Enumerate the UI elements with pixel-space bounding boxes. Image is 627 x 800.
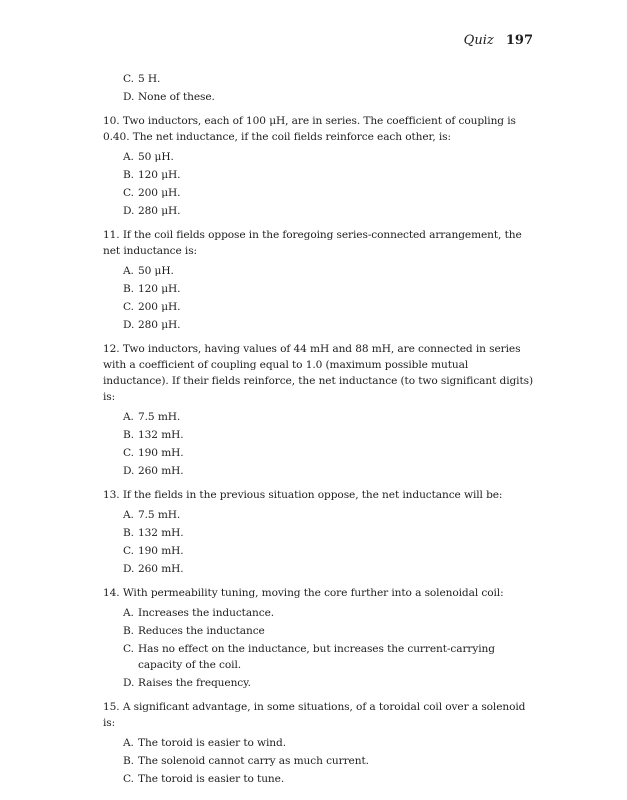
option (123, 263, 535, 279)
option-letter: C. (123, 301, 134, 313)
option (123, 281, 535, 297)
option (123, 605, 535, 621)
option (123, 753, 535, 769)
question-text: 12. Two inductors, having values of 44 mH and 88 mH, are connected in series with a coefficient of coupling equal to 1.0 (maximum possible mutual inductance). If their fields reinforce, the net inductance (to two significant digits) is: (103, 343, 533, 403)
carryover-options (103, 71, 535, 105)
option-letter: C. (123, 73, 134, 85)
option-text: The solenoid cannot carry as much current. (138, 755, 369, 767)
option (123, 641, 535, 673)
option-letter: C. (123, 545, 134, 557)
option (123, 675, 535, 691)
option-letter: B. (123, 169, 134, 181)
option (123, 299, 535, 315)
option (123, 185, 535, 201)
option-letter: A. (123, 411, 134, 423)
option-letter: D. (123, 91, 135, 103)
question-14 (103, 585, 535, 691)
option-letter: B. (123, 283, 134, 295)
option-letter: A. (123, 265, 134, 277)
option (123, 507, 535, 523)
option-letter: D. (123, 563, 135, 575)
option-text: 7.5 mH. (138, 411, 181, 423)
question-15 (103, 699, 535, 787)
option (123, 71, 535, 87)
question-text: 11. If the coil fields oppose in the foregoing series-connected arrangement, the net inductance is: (103, 229, 522, 257)
option-text: The toroid is easier to wind. (138, 737, 286, 749)
option (123, 409, 535, 425)
option (123, 445, 535, 461)
option-text: 260 mH. (138, 465, 184, 477)
option-letter: A. (123, 151, 134, 163)
option-letter: B. (123, 755, 134, 767)
option-text: 200 μH. (138, 187, 181, 199)
option-text: Increases the inductance. (138, 607, 275, 619)
option-text: 120 μH. (138, 283, 181, 295)
option (123, 427, 535, 443)
option-letter: C. (123, 187, 134, 199)
option (123, 317, 535, 333)
option (123, 543, 535, 559)
option-letter: D. (123, 319, 135, 331)
option-text: The toroid is easier to tune. (138, 773, 285, 785)
option-text: 7.5 mH. (138, 509, 181, 521)
option-letter: D. (123, 205, 135, 217)
option-text: 280 μH. (138, 319, 181, 331)
option (123, 89, 535, 105)
option-text: 280 μH. (138, 205, 181, 217)
option (123, 525, 535, 541)
question-text: 15. A significant advantage, in some situations, of a toroidal coil over a solenoid is: (103, 701, 526, 729)
option-text: Reduces the inductance (138, 625, 265, 637)
option (123, 463, 535, 479)
question-text: 13. If the fields in the previous situation oppose, the net inductance will be: (103, 489, 503, 501)
running-header (464, 33, 533, 48)
quiz-content (103, 71, 535, 789)
option (123, 735, 535, 751)
option-letter: C. (123, 773, 134, 785)
option-letter: B. (123, 625, 134, 637)
option-text: 50 μH. (138, 151, 174, 163)
question-13 (103, 487, 535, 577)
question-10 (103, 113, 535, 219)
option-text: 120 μH. (138, 169, 181, 181)
question-text: 14. With permeability tuning, moving the core further into a solenoidal coil: (103, 587, 504, 599)
option (123, 561, 535, 577)
option-text: Has no effect on the inductance, but increases the current-carrying capacity of the coil. (138, 643, 495, 671)
option-letter: A. (123, 607, 134, 619)
option-text: 260 mH. (138, 563, 184, 575)
question-text: 10. Two inductors, each of 100 μH, are in series. The coefficient of coupling is 0.40. The net inductance, if the coil fields reinforce each other, is: (103, 115, 516, 143)
option-letter: C. (123, 447, 134, 459)
page-number: 197 (505, 33, 533, 48)
option (123, 203, 535, 219)
option-text: 132 mH. (138, 429, 184, 441)
option-letter: A. (123, 509, 134, 521)
question-11 (103, 227, 535, 333)
option-text: None of these. (138, 91, 215, 103)
option-text: Raises the frequency. (138, 677, 251, 689)
option-letter: C. (123, 643, 134, 655)
option (123, 149, 535, 165)
option-text: 190 mH. (138, 545, 184, 557)
question-12 (103, 341, 535, 479)
option-letter: D. (123, 465, 135, 477)
option (123, 623, 535, 639)
option-letter: D. (123, 677, 135, 689)
option-text: 200 μH. (138, 301, 181, 313)
option-letter: B. (123, 429, 134, 441)
option (123, 167, 535, 183)
option-text: 50 μH. (138, 265, 174, 277)
option-text: 190 mH. (138, 447, 184, 459)
option-text: 5 H. (138, 73, 161, 85)
option-letter: A. (123, 737, 134, 749)
running-header-title: Quiz (463, 33, 494, 48)
option-text: 132 mH. (138, 527, 184, 539)
option (123, 771, 535, 787)
option-letter: B. (123, 527, 134, 539)
